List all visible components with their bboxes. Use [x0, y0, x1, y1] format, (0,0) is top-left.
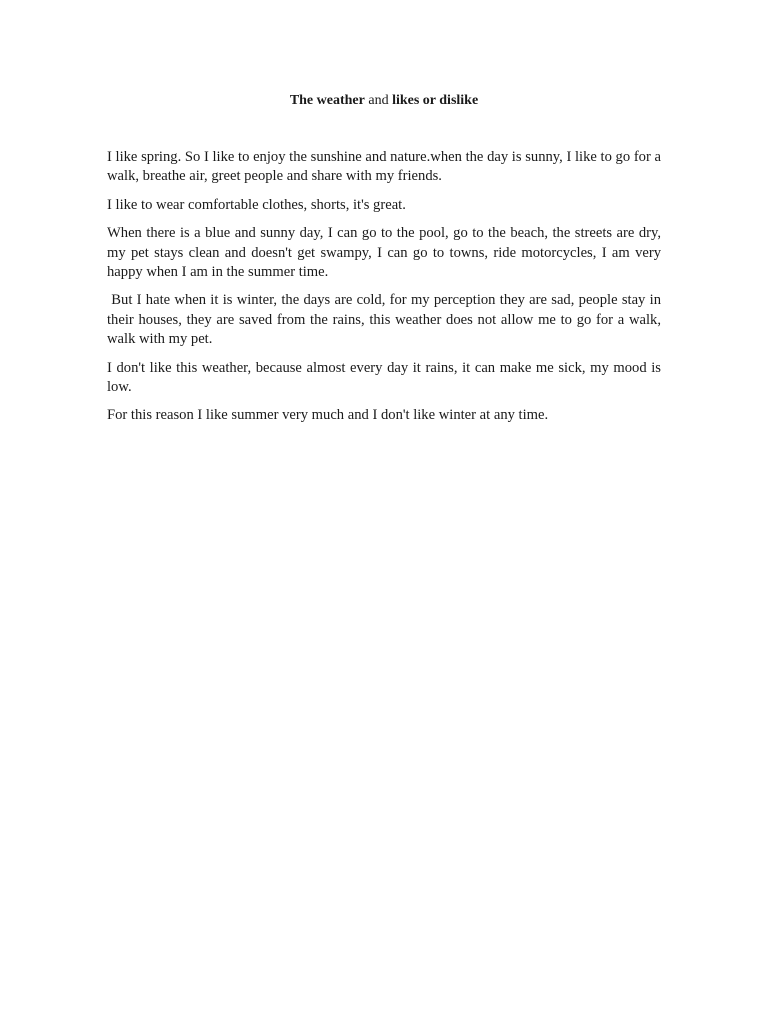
title-part-and: and — [364, 93, 393, 108]
document-body — [107, 148, 665, 435]
paragraph-conclusion: For this reason I like summer very much and I don't like winter at any time. — [107, 407, 549, 424]
paragraph-sunny-day: When there is a blue and sunny day, I can go to the pool, go to the beach, the streets are dry, my pet stays clean and doesn't get swampy, I can go to towns, ride motorcycles, I am very happy when I am in the summer time. — [107, 225, 661, 281]
title-part-weather: The weather — [289, 93, 365, 108]
paragraph-clothes: I like to wear comfortable clothes, shorts, it's great. — [107, 196, 406, 213]
paragraph-winter: But I hate when it is winter, the days are cold, for my perception they are sad, people stay in their houses, they are saved from the rains, this weather does not allow me to go for a walk, walk with my pet. — [107, 292, 665, 348]
title-part-likes: likes or dislike — [392, 93, 479, 108]
paragraph-spring: I like spring. So I like to enjoy the sunshine and nature.when the day is sunny, I like to go for a walk, breathe air, greet people and share with my friends. — [107, 149, 661, 185]
document-title — [0, 92, 768, 110]
paragraph-rain: I don't like this weather, because almost every day it rains, it can make me sick, my mood is low. — [107, 359, 661, 396]
